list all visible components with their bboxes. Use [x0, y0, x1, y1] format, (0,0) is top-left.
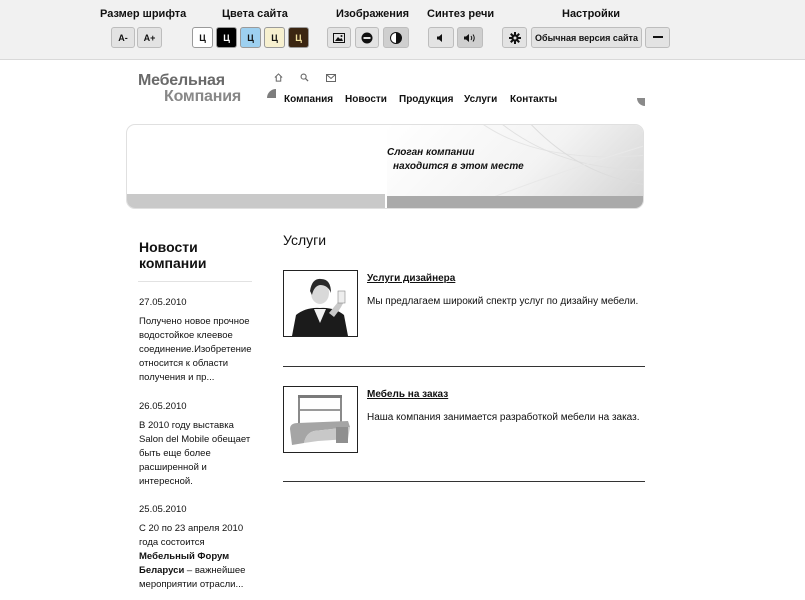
- mail-icon[interactable]: [326, 69, 336, 79]
- accessibility-toolbar: [0, 0, 805, 60]
- decorative-corner: [267, 89, 276, 98]
- gear-icon: [509, 32, 521, 44]
- images-grayscale-button[interactable]: [383, 27, 409, 48]
- news-text-bold: Мебельный Форум Беларуси: [139, 551, 230, 576]
- no-images-icon: [361, 32, 373, 44]
- designer-photo[interactable]: [283, 270, 358, 337]
- banner-slogan-line-1: Слоган компании: [387, 147, 475, 158]
- news-section-title: Новости компании: [139, 239, 207, 271]
- news-date: 26.05.2010: [139, 401, 187, 412]
- divider: [283, 366, 645, 367]
- news-text[interactable]: [139, 523, 245, 590]
- home-icon[interactable]: [274, 69, 284, 79]
- speaker-on-icon: [463, 33, 477, 43]
- nav-item-news[interactable]: Новости: [345, 94, 387, 105]
- banner-strip-right: [387, 196, 644, 209]
- logo-line-2: Компания: [164, 88, 241, 105]
- settings-button[interactable]: [502, 27, 527, 48]
- company-logo[interactable]: [138, 73, 241, 105]
- news-date: 27.05.2010: [139, 297, 187, 308]
- service-description: Наша компания занимается разработкой мебели на заказ.: [367, 412, 640, 423]
- color-scheme-brown-button[interactable]: Ц: [288, 27, 309, 48]
- news-text-part: С 20 по 23 апреля 2010 года состоится: [139, 523, 244, 548]
- news-text-part: – важнейшее мероприятии отрасли...: [139, 565, 246, 590]
- service-title-link[interactable]: Услуги дизайнера: [367, 273, 456, 284]
- color-scheme-beige-button[interactable]: Ц: [264, 27, 285, 48]
- speech-title: Синтез речи: [427, 8, 495, 20]
- logo-line-1: Мебельная: [138, 72, 225, 89]
- nav-item-products[interactable]: Продукция: [399, 94, 454, 105]
- page-title: Услуги: [283, 232, 327, 248]
- font-decrease-button[interactable]: A-: [111, 27, 135, 48]
- normal-version-button[interactable]: Обычная версия сайта: [531, 27, 642, 48]
- font-increase-button[interactable]: A+: [137, 27, 162, 48]
- news-item: [139, 503, 257, 592]
- decorative-corner: [637, 98, 645, 106]
- service-description: Мы предлагаем широкий спектр услуг по дизайну мебели.: [367, 296, 639, 307]
- grayscale-icon: [390, 32, 402, 44]
- news-date: 25.05.2010: [139, 504, 187, 515]
- image-icon: [333, 33, 345, 43]
- service-title-link[interactable]: Мебель на заказ: [367, 389, 449, 400]
- images-off-button[interactable]: [355, 27, 379, 48]
- furniture-photo[interactable]: [283, 386, 358, 453]
- speech-off-button[interactable]: [428, 27, 454, 48]
- font-size-title: Размер шрифта: [100, 8, 187, 20]
- collapse-toolbar-button[interactable]: [645, 27, 670, 48]
- news-text[interactable]: В 2010 году выставка Salon del Mobile обещает быть еще более расширенной и интересной.: [139, 420, 251, 487]
- color-scheme-blue-button[interactable]: Ц: [240, 27, 261, 48]
- header-banner: [126, 124, 644, 209]
- nav-item-services[interactable]: Услуги: [464, 94, 498, 105]
- site-colors-title: Цвета сайта: [222, 8, 288, 20]
- nav-item-company[interactable]: Компания: [284, 94, 334, 105]
- color-scheme-black-button[interactable]: Ц: [216, 27, 237, 48]
- minus-icon: [653, 36, 663, 39]
- news-text[interactable]: Получено новое прочное водостойкое клеевое соединение.Изобретение относится к области получения и пр...: [139, 316, 252, 383]
- search-icon[interactable]: [300, 69, 310, 79]
- divider: [283, 481, 645, 482]
- images-on-button[interactable]: [327, 27, 351, 48]
- speech-on-button[interactable]: [457, 27, 483, 48]
- banner-strip-left: [127, 194, 385, 208]
- news-item: [139, 400, 257, 489]
- images-title: Изображения: [336, 8, 410, 20]
- color-scheme-white-button[interactable]: Ц: [192, 27, 213, 48]
- news-item: [139, 296, 257, 385]
- settings-title: Настройки: [562, 8, 621, 20]
- divider: [138, 281, 252, 282]
- speaker-off-icon: [436, 33, 446, 43]
- nav-item-contacts[interactable]: Контакты: [510, 94, 558, 105]
- banner-slogan-line-2: находится в этом месте: [393, 161, 524, 172]
